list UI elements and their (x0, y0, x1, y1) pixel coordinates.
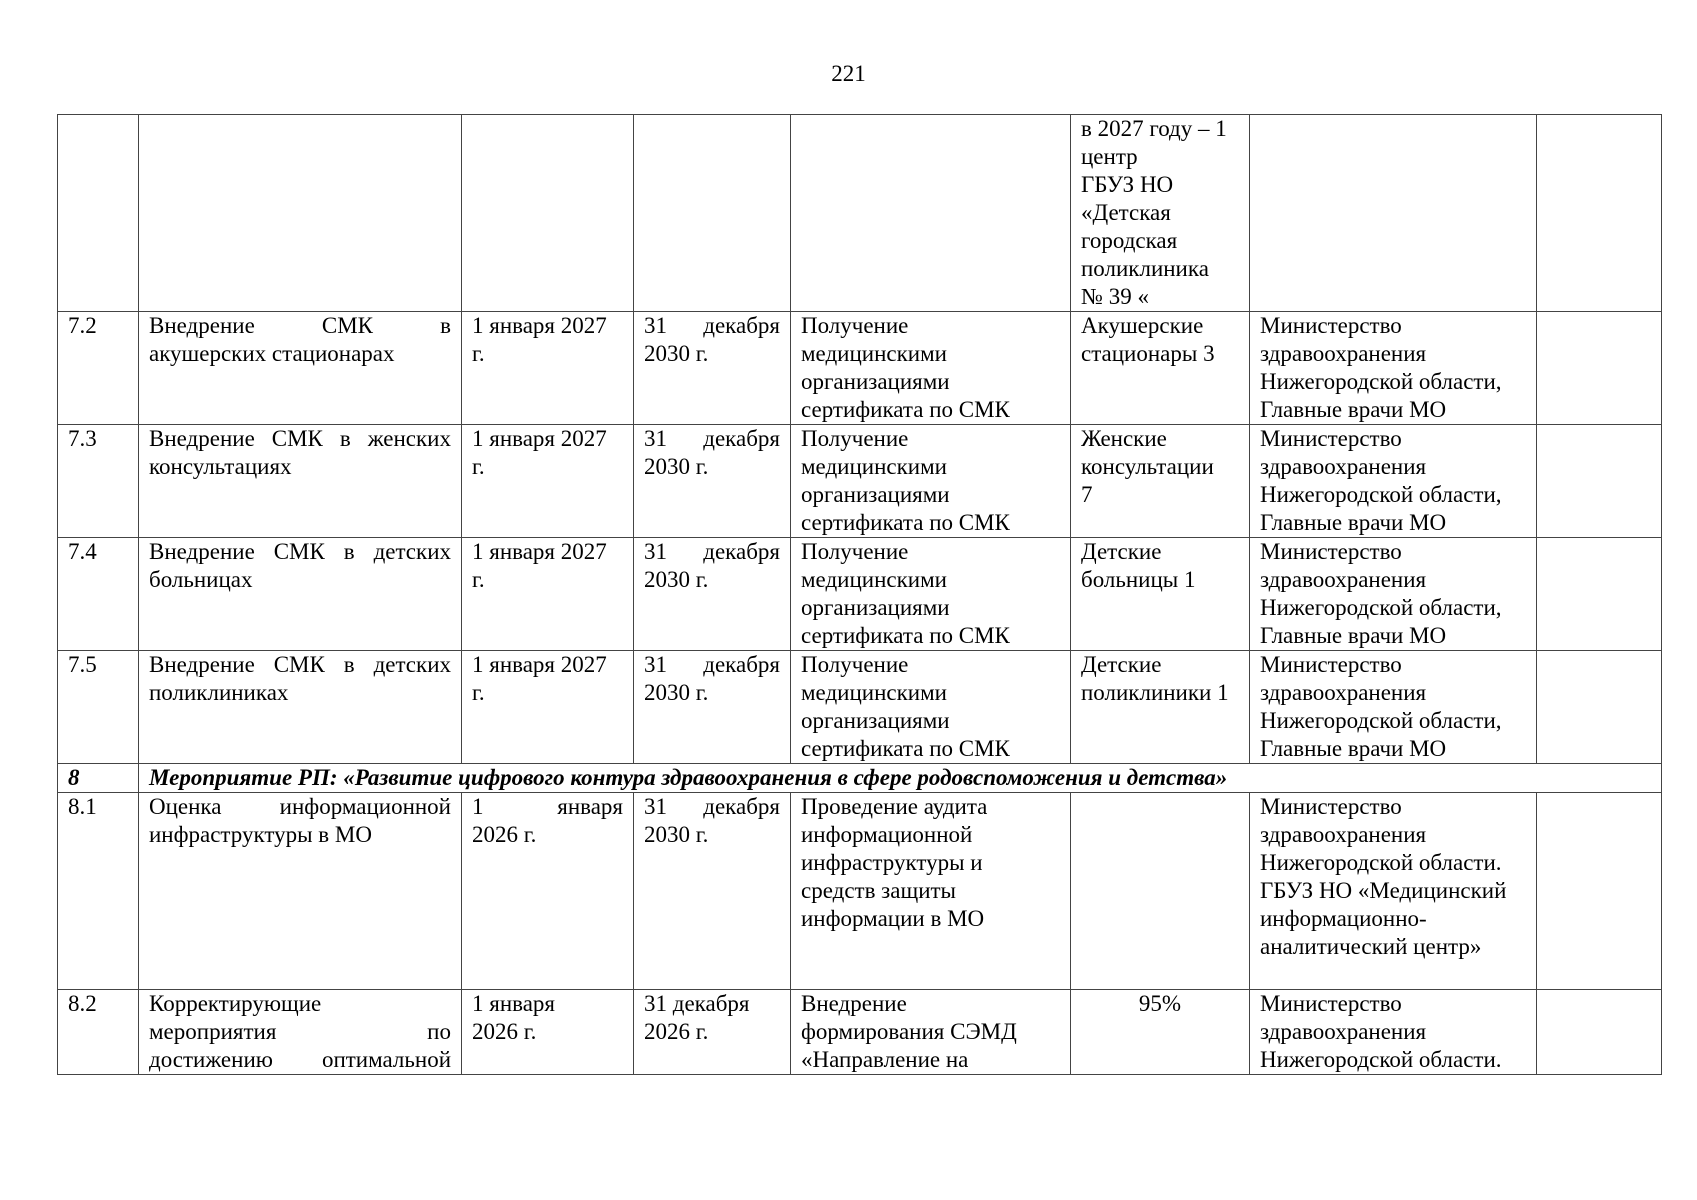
cell-extra (1537, 312, 1662, 425)
table-row (58, 312, 1662, 425)
cell-num: 7.4 (58, 538, 139, 651)
cell-name: Оценка информационной инфраструктуры в МО (139, 793, 462, 990)
cell-end: 31 декабря 2030 г. (634, 538, 791, 651)
cell-end: 31 декабря 2030 г. (634, 425, 791, 538)
cell-indicator: Акушерские стационары 3 (1071, 312, 1250, 425)
cell-name: Внедрение СМК в детских больницах (139, 538, 462, 651)
cell-indicator: 95% (1071, 990, 1250, 1075)
cell-responsible: Министерство здравоохранения Нижегородской области, Главные врачи МО (1250, 425, 1537, 538)
cell-num: 7.5 (58, 651, 139, 764)
cell-indicator (1071, 793, 1250, 990)
table-row-continuation (58, 115, 1662, 312)
cell-name: Внедрение СМК в женских консультациях (139, 425, 462, 538)
cell-indicator: Детские поликлиники 1 (1071, 651, 1250, 764)
section-number: 8 (58, 764, 139, 793)
cell-name: Корректирующие мероприятия по достижению оптимальной (139, 990, 462, 1075)
section-header-row (58, 764, 1662, 793)
cell-start: 1 января 2027 г. (462, 651, 634, 764)
cell-indicator: Женские консультации 7 (1071, 425, 1250, 538)
cell-end: 31 декабря 2026 г. (634, 990, 791, 1075)
table-row (58, 990, 1662, 1075)
cell-end: 31 декабря 2030 г. (634, 312, 791, 425)
cell-result: Получение медицинскими организациями сертификата по СМК (791, 312, 1071, 425)
page-number: 221 (831, 61, 866, 86)
cell-result: Внедрение формирования СЭМД «Направление на (791, 990, 1071, 1075)
section-title: Мероприятие РП: «Развитие цифрового контура здравоохранения в сфере родовспоможения и детства» (139, 764, 1662, 793)
cell-indicator: в 2027 году – 1 центр ГБУЗ НО «Детская городская поликлиника № 39 « (1071, 115, 1250, 312)
cell-start: 1 января 2027 г. (462, 538, 634, 651)
cell-num: 7.2 (58, 312, 139, 425)
cell-start: 1 января 2026 г. (462, 990, 634, 1075)
table-row (58, 651, 1662, 764)
cell-result: Проведение аудита информационной инфраструктуры и средств защиты информации в МО (791, 793, 1071, 990)
cell-result (791, 115, 1071, 312)
cell-extra (1537, 651, 1662, 764)
cell-responsible: Министерство здравоохранения Нижегородской области, Главные врачи МО (1250, 312, 1537, 425)
cell-extra (1537, 115, 1662, 312)
cell-responsible: Министерство здравоохранения Нижегородской области. ГБУЗ НО «Медицинский информационно- аналитический центр» (1250, 793, 1537, 990)
cell-responsible (1250, 115, 1537, 312)
cell-indicator: Детские больницы 1 (1071, 538, 1250, 651)
cell-name (139, 115, 462, 312)
cell-extra (1537, 793, 1662, 990)
cell-responsible: Министерство здравоохранения Нижегородской области, Главные врачи МО (1250, 538, 1537, 651)
cell-start: 1 января 2027 г. (462, 425, 634, 538)
cell-start: 1 января 2026 г. (462, 793, 634, 990)
cell-start (462, 115, 634, 312)
cell-responsible: Министерство здравоохранения Нижегородской области, Главные врачи МО (1250, 651, 1537, 764)
cell-num: 7.3 (58, 425, 139, 538)
activity-plan-table (57, 114, 1662, 1075)
table-row (58, 538, 1662, 651)
cell-name: Внедрение СМК в детских поликлиниках (139, 651, 462, 764)
cell-end: 31 декабря 2030 г. (634, 793, 791, 990)
table-row (58, 425, 1662, 538)
table-row (58, 793, 1662, 990)
cell-num: 8.2 (58, 990, 139, 1075)
cell-name: Внедрение СМК в акушерских стационарах (139, 312, 462, 425)
cell-num: 8.1 (58, 793, 139, 990)
cell-extra (1537, 990, 1662, 1075)
cell-start: 1 января 2027 г. (462, 312, 634, 425)
cell-result: Получение медицинскими организациями сертификата по СМК (791, 651, 1071, 764)
cell-result: Получение медицинскими организациями сертификата по СМК (791, 425, 1071, 538)
cell-responsible: Министерство здравоохранения Нижегородской области. (1250, 990, 1537, 1075)
cell-extra (1537, 425, 1662, 538)
cell-end: 31 декабря 2030 г. (634, 651, 791, 764)
cell-result: Получение медицинскими организациями сертификата по СМК (791, 538, 1071, 651)
cell-end (634, 115, 791, 312)
cell-num (58, 115, 139, 312)
cell-extra (1537, 538, 1662, 651)
